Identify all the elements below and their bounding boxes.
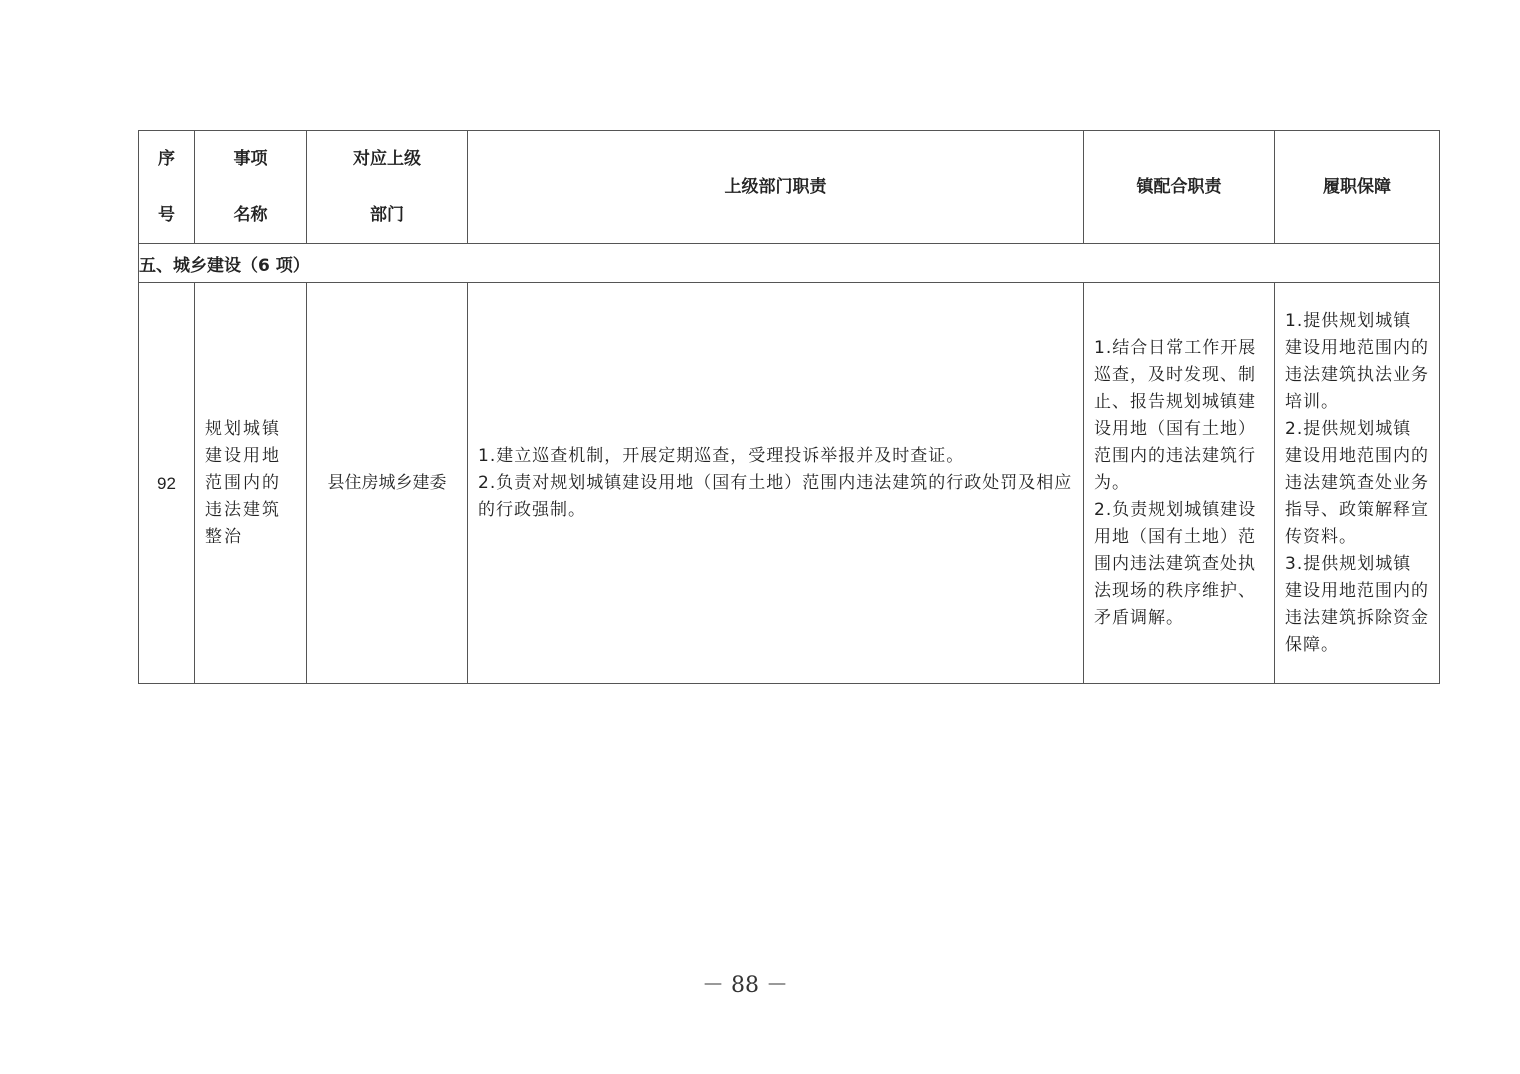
header-dept-line1: 对应上级 <box>353 149 421 169</box>
upper-duty-item: 2.负责对规划城镇建设用地（国有土地）范围内违法建筑的行政处罚及相应的行政强制。 <box>478 472 1073 520</box>
header-department <box>307 131 468 244</box>
header-dept-line2: 部门 <box>370 205 404 225</box>
row-town-duties <box>1084 283 1275 684</box>
header-row <box>139 131 1440 244</box>
header-item-line2: 名称 <box>233 205 268 225</box>
row-department: 县住房城乡建委 <box>307 283 468 684</box>
header-town-duty: 镇配合职责 <box>1084 131 1275 244</box>
header-seq <box>139 131 195 244</box>
header-upper-duty: 上级部门职责 <box>468 131 1084 244</box>
guarantee-item: 1.提供规划城镇建设用地范围内的违法建筑执法业务培训。 <box>1285 310 1429 412</box>
row-guarantees <box>1275 283 1440 684</box>
town-duty-item: 1.结合日常工作开展巡查，及时发现、制止、报告规划城镇建设用地（国有土地）范围内的违法建筑行为。 <box>1094 337 1257 493</box>
section-row <box>139 244 1440 283</box>
header-guarantee: 履职保障 <box>1275 131 1440 244</box>
duty-table <box>138 130 1440 684</box>
section-title: 五、城乡建设（6 项） <box>139 244 1440 283</box>
guarantee-item: 3.提供规划城镇建设用地范围内的违法建筑拆除资金保障。 <box>1285 553 1429 655</box>
town-duty-item: 2.负责规划城镇建设用地（国有土地）范围内违法建筑查处执法现场的秩序维护、矛盾调解。 <box>1094 499 1257 628</box>
table-row <box>139 283 1440 684</box>
guarantee-item: 2.提供规划城镇建设用地范围内的违法建筑查处业务指导、政策解释宣传资料。 <box>1285 418 1429 547</box>
row-seq: 92 <box>139 283 195 684</box>
row-upper-duties <box>468 283 1084 684</box>
upper-duty-item: 1.建立巡查机制，开展定期巡查，受理投诉举报并及时查证。 <box>478 445 965 466</box>
header-item-line1: 事项 <box>233 149 268 169</box>
header-item-name <box>195 131 307 244</box>
row-item-name: 规划城镇建设用地范围内的违法建筑整治 <box>195 283 307 684</box>
header-seq-line1: 序 <box>158 149 175 169</box>
header-seq-line2: 号 <box>158 205 175 225</box>
page-number: － 88 － <box>702 973 788 998</box>
